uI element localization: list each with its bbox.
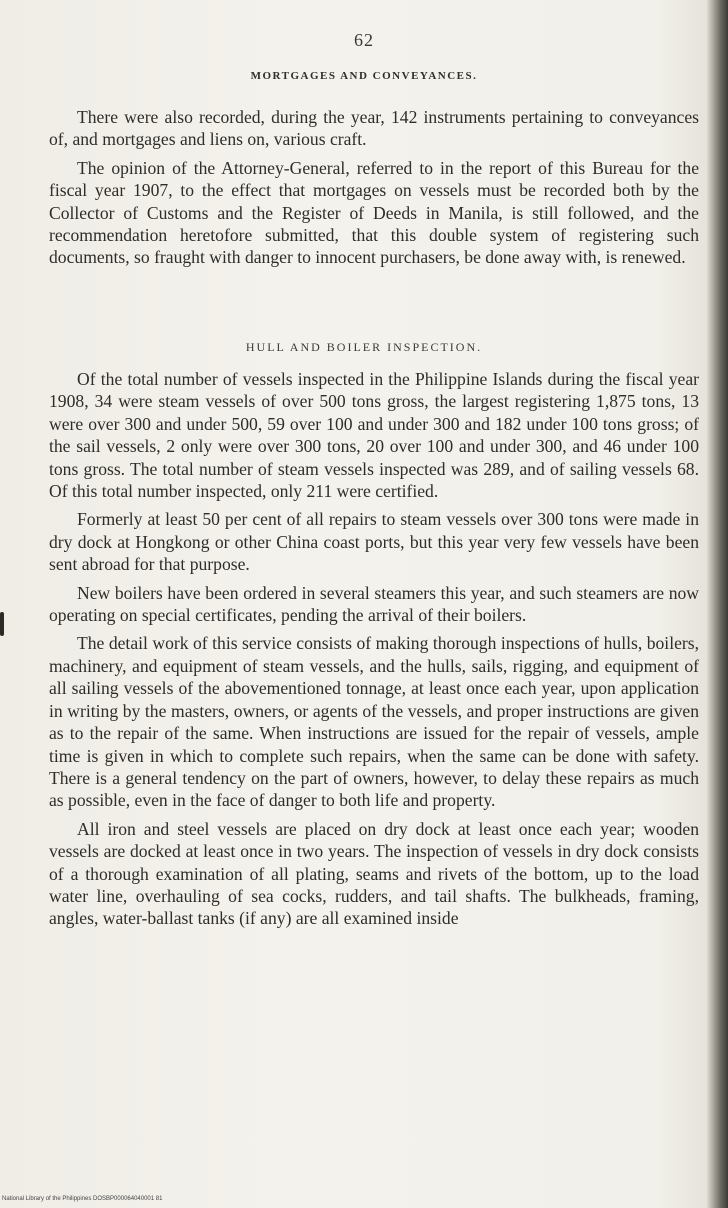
hull-boiler-section <box>49 368 699 930</box>
paragraph: There were also recorded, during the year, 142 instruments pertaining to conveyances of, and mortgages and liens on, various craft. <box>49 107 699 150</box>
paragraph: The detail work of this service consists of making thorough inspections of hulls, boilers, machinery, and equipment of steam vessels, and the hulls, sails, rigging, and equipment of all sailing vessels of the abovementioned tonnage, at least once each year, upon application in writing by the masters, owners, or agents of the vessels, and proper instructions are given as to the repair of the same. When instructions are issued for the repair of vessels, ample time is given in which to complete such repairs, when the same can be done with safety. There is a general tendency on the part of owners, however, to delay these repairs as much as possible, even in the face of danger to both life and property. <box>49 633 699 811</box>
scan-footer: National Library of the Philippines DOSBP000064040001 81 <box>2 1196 163 1202</box>
paragraph: New boilers have been ordered in several steamers this year, and such steamers are now operating on special certificates, pending the arrival of their boilers. <box>49 582 699 626</box>
mortgages-section <box>49 106 699 269</box>
binding-mark <box>0 612 4 636</box>
running-head: MORTGAGES AND CONVEYANCES. <box>250 70 478 82</box>
paragraph: Of the total number of vessels inspected in the Philippine Islands during the fiscal year 1908, 34 were steam vessels of over 500 tons gross, the largest registering 1,875 tons, 13 were over 300 and under 500, 59 over 100 and under 300 and 182 under 100 tons gross; of the sail vessels, 2 only were over 300 tons, 20 over 100 and under 300, and 46 under 100 tons gross. The total number of steam vessels inspected was 289, and of sailing vessels 68. Of this total number inspected, only 211 were certified. <box>49 369 699 502</box>
section-heading: HULL AND BOILER INSPECTION. <box>245 340 483 354</box>
paragraph: Formerly at least 50 per cent of all repairs to steam vessels over 300 tons were made in dry dock at Hongkong or other China coast ports, but this year very few vessels have been sent abroad for that purpose. <box>49 509 699 575</box>
page-number: 62 <box>354 30 374 50</box>
paragraph: The opinion of the Attorney-General, referred to in the report of this Bureau for the fiscal year 1907, to the effect that mortgages on vessels must be recorded both by the Collector of Customs and the Register of Deeds in Manila, is still followed, and the recommendation heretofore submitted, that this double system of registering such documents, so fraught with danger to innocent purchasers, be done away with, is renewed. <box>49 157 699 268</box>
paragraph: All iron and steel vessels are placed on dry dock at least once each year; wooden vessels are docked at least once in two years. The inspection of vessels in dry dock consists of a thorough examination of all plating, seams and rivets of the bottom, up to the load water line, overhauling of sea cocks, rudders, and tail shafts. The bulkheads, framing, angles, water-ballast tanks (if any) are all examined inside <box>49 818 699 929</box>
